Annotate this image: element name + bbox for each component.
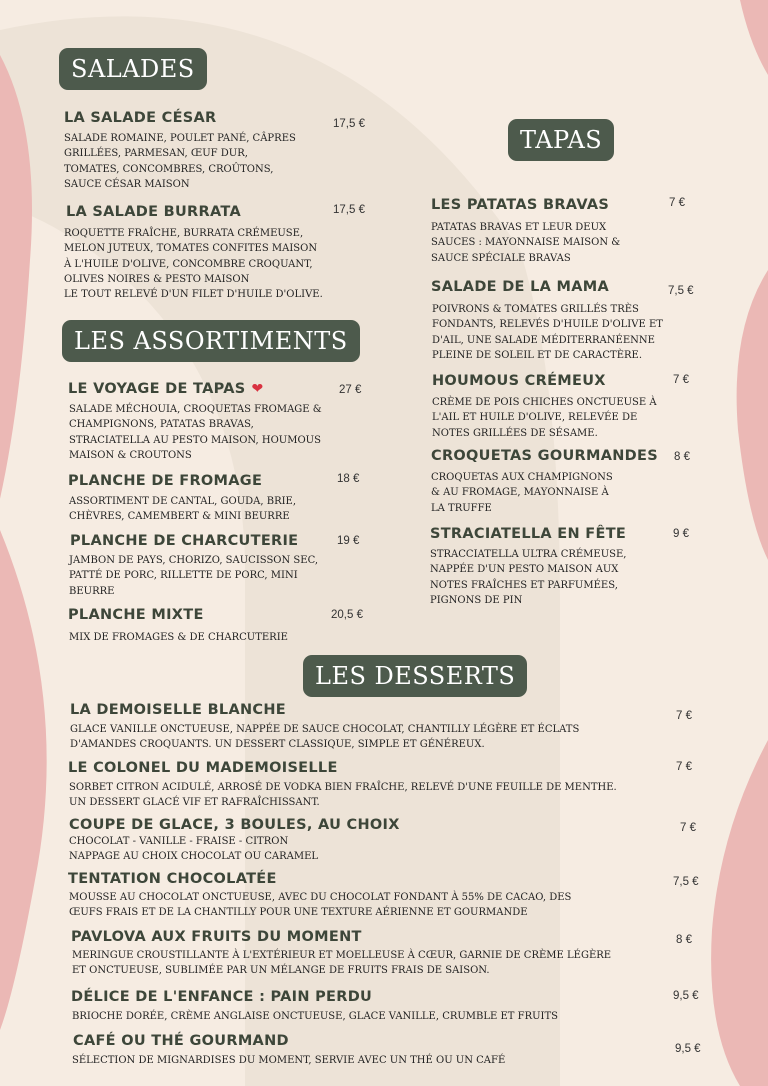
item-title: LA SALADE CÉSAR — [64, 110, 217, 126]
item-description: ASSORTIMENT DE CANTAL, GOUDA, BRIE, CHÈVRES, CAMEMBERT & MINI BEURRE — [69, 496, 297, 523]
right-pink-top — [740, 0, 768, 75]
item-price: 7,5 € — [668, 285, 694, 297]
item-description: CHOCOLAT - VANILLE - FRAISE - CITRON NAPPAGE AU CHOIX CHOCOLAT OU CARAMEL — [69, 836, 319, 863]
item-title: PLANCHE DE FROMAGE — [68, 473, 263, 489]
item-description: SORBET CITRON ACIDULÉ, ARROSÉ DE VODKA BIEN FRAÎCHE, RELEVÉ D'UNE FEUILLE DE MENTHE. UN DESSERT GLACÉ VIF ET RAFRAÎCHISSANT. — [69, 782, 617, 809]
item-description: SÉLECTION DE MIGNARDISES DU MOMENT, SERVIE AVEC UN THÉ OU UN CAFÉ — [72, 1055, 506, 1066]
item-price: 17,5 € — [333, 204, 365, 216]
item-description: MERINGUE CROUSTILLANTE À L'EXTÉRIEUR ET MOELLEUSE À CŒUR, GARNIE DE CRÈME LÉGÈRE ET ONCTUEUSE, SUBLIMÉE PAR UN MÉLANGE DE FRUITS FRAIS DE SAISON. — [72, 950, 612, 977]
item-description: GLACE VANILLE ONCTUEUSE, NAPPÉE DE SAUCE CHOCOLAT, CHANTILLY LÉGÈRE ET ÉCLATS D'AMANDES CROQUANTS. UN DESSERT CLASSIQUE, SIMPLE ET GÉNÉREUX. — [70, 724, 580, 751]
item-title: TENTATION CHOCOLATÉE — [68, 871, 277, 887]
item-title: PLANCHE DE CHARCUTERIE — [70, 533, 299, 549]
item-price: 7 € — [673, 374, 689, 386]
item-price: 8 € — [674, 451, 690, 463]
item-description: PATATAS BRAVAS ET LEUR DEUX SAUCES : MAYONNAISE MAISON & SAUCE SPÉCIALE BRAVAS — [431, 222, 621, 264]
item-title: LE COLONEL DU MADEMOISELLE — [68, 760, 338, 776]
item-description: JAMBON DE PAYS, CHORIZO, SAUCISSON SEC, PATTÉ DE PORC, RILLETTE DE PORC, MINI BEURRE — [69, 555, 319, 597]
item-description: BRIOCHE DORÉE, CRÈME ANGLAISE ONCTUEUSE, GLACE VANILLE, CRUMBLE ET FRUITS — [72, 1011, 559, 1022]
item-title: LA SALADE BURRATA — [66, 204, 241, 220]
item-title: COUPE DE GLACE, 3 BOULES, AU CHOIX — [69, 817, 400, 833]
item-title: SALADE DE LA MAMA — [431, 279, 610, 295]
section-title-tapas: TAPAS — [508, 119, 614, 161]
item-title: PLANCHE MIXTE — [68, 607, 204, 623]
item-description: POIVRONS & TOMATES GRILLÉS TRÈS FONDANTS, RELEVÉS D'HUILE D'OLIVE ET D'AIL, UNE SALADE MÉDITERRANÉENNE PLEINE DE SOLEIL ET DE CARACTÈRE. — [432, 304, 663, 361]
item-price: 19 € — [337, 535, 360, 547]
item-description: SALADE ROMAINE, POULET PANÉ, CÂPRES GRILLÉES, PARMESAN, ŒUF DUR, TOMATES, CONCOMBRES, CROÛTONS, SAUCE CÉSAR MAISON — [64, 133, 296, 190]
item-title: LA DEMOISELLE BLANCHE — [70, 702, 287, 718]
item-price: 18 € — [337, 473, 360, 485]
item-description: STRACCIATELLA ULTRA CRÉMEUSE, NAPPÉE D'UN PESTO MAISON AUX NOTES FRAÎCHES ET PARFUMÉES, PIGNONS DE PIN — [430, 549, 627, 606]
right-pink-mid-wave — [737, 270, 768, 560]
right-pink-bottom-wave — [711, 740, 768, 1086]
item-price: 7 € — [676, 710, 692, 722]
item-price: 7 € — [669, 197, 685, 209]
item-price: 7 € — [676, 761, 692, 773]
section-title-desserts: LES DESSERTS — [303, 655, 527, 697]
item-title: LES PATATAS BRAVAS — [431, 197, 610, 213]
item-description: MOUSSE AU CHOCOLAT ONCTUEUSE, AVEC DU CHOCOLAT FONDANT À 55% DE CACAO, DES ŒUFS FRAIS ET DE LA CHANTILLY POUR UNE TEXTURE AÉRIENNE ET GOURMANDE — [69, 892, 572, 919]
item-title: DÉLICE DE L'ENFANCE : PAIN PERDU — [71, 989, 373, 1005]
item-title: PAVLOVA AUX FRUITS DU MOMENT — [71, 929, 362, 945]
item-price: 7 € — [680, 822, 696, 834]
item-price: 7,5 € — [673, 876, 699, 888]
item-price: 9,5 € — [675, 1043, 701, 1055]
item-title: HOUMOUS CRÉMEUX — [432, 373, 606, 389]
item-description: CROQUETAS AUX CHAMPIGNONS & AU FROMAGE, MAYONNAISE À LA TRUFFE — [431, 472, 613, 514]
item-title: CAFÉ OU THÉ GOURMAND — [73, 1033, 289, 1049]
item-price: 8 € — [676, 934, 692, 946]
heart-icon: ❤ — [251, 381, 264, 397]
item-title: CROQUETAS GOURMANDES — [431, 448, 658, 464]
item-price: 9 € — [673, 528, 689, 540]
item-price: 27 € — [339, 384, 362, 396]
item-price: 20,5 € — [331, 609, 363, 621]
item-description: ROQUETTE FRAÎCHE, BURRATA CRÉMEUSE, MELON JUTEUX, TOMATES CONFITES MAISON À L'HUILE D'OLIVE, CONCOMBRE CROQUANT, OLIVES NOIRES & PESTO MAISON LE TOUT RELEVÉ D'UN FILET D'HUILE D'OLIVE. — [64, 228, 323, 301]
item-description: MIX DE FROMAGES & DE CHARCUTERIE — [69, 632, 288, 643]
item-title: STRACIATELLA EN FÊTE — [430, 526, 627, 542]
item-description: CRÈME DE POIS CHICHES ONCTUEUSE À L'AIL ET HUILE D'OLIVE, RELEVÉE DE NOTES GRILLÉES DE SÉSAME. — [432, 397, 657, 439]
item-price: 17,5 € — [333, 118, 365, 130]
item-price: 9,5 € — [673, 990, 699, 1002]
item-title: LE VOYAGE DE TAPAS ❤ — [68, 381, 264, 397]
item-description: SALADE MÉCHOUIA, CROQUETAS FROMAGE & CHAMPIGNONS, PATATAS BRAVAS, STRACIATELLA AU PESTO MAISON, HOUMOUS MAISON & CROUTONS — [69, 404, 322, 461]
section-title-salades: SALADES — [59, 48, 207, 90]
section-title-assortiments: LES ASSORTIMENTS — [62, 320, 360, 362]
